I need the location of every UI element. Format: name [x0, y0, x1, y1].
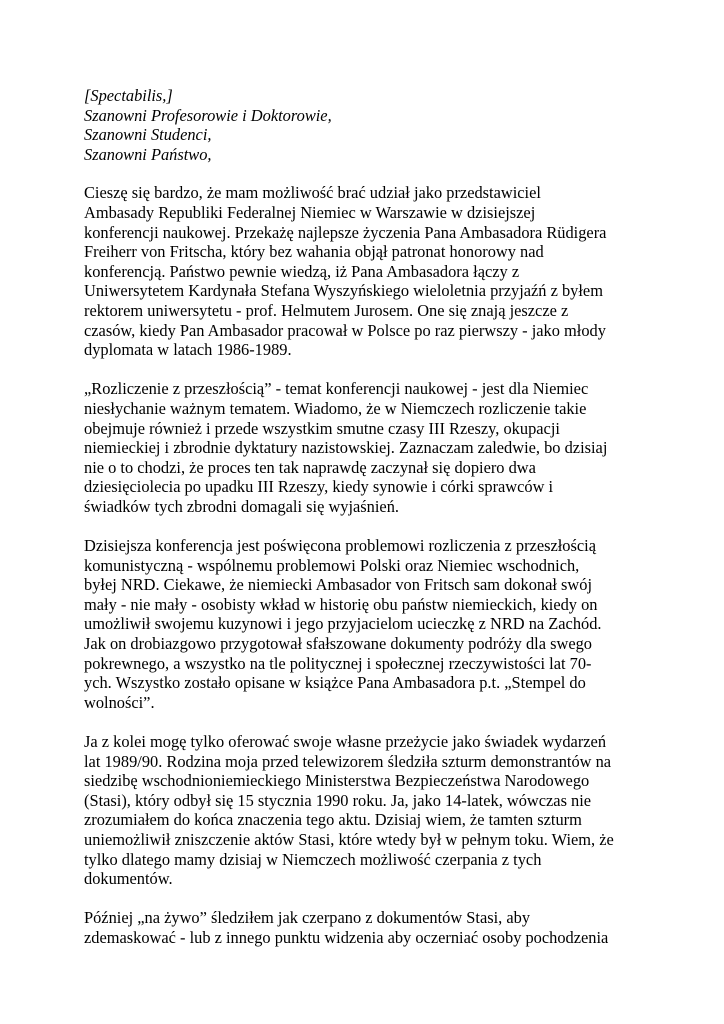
paragraph-4 — [84, 732, 684, 889]
text-line: Ja z kolei mogę tylko oferować swoje własne przeżycie jako świadek wydarzeń — [84, 732, 607, 751]
text-line: Jak on drobiazgowo przygotował sfałszowane dokumenty podróży dla swego — [84, 634, 592, 654]
text-line: Ambasady Republiki Federalnej Niemiec w Warszawie w dzisiejszej — [84, 202, 536, 222]
text-line: obejmuje również i przede wszystkim smutne czasy III Rzeszy, okupacji — [84, 418, 560, 438]
text-line: ych. Wszystko zostało opisane w książce Pana Ambasadora p.t. „Stempel do — [84, 673, 586, 693]
text-line: konferencji naukowej. Przekażę najlepsze życzenia Pana Ambasadora Rüdigera — [84, 222, 607, 242]
text-line: dokumentów. — [84, 869, 173, 889]
document-page — [84, 86, 684, 967]
salutation-line: Szanowni Profesorowie i Doktorowie, — [84, 105, 332, 125]
text-line: komunistyczną - wspólnemu problemowi Polski oraz Niemiec wschodnich, — [84, 555, 580, 575]
text-line: wolności”. — [84, 692, 155, 712]
paragraph-5 — [84, 908, 684, 947]
text-line: Później „na żywo” śledziłem jak czerpano z dokumentów Stasi, aby — [84, 908, 531, 928]
text-line: świadków tych zbrodni domagali się wyjaśnień. — [84, 496, 399, 516]
text-line: zrozumiałem do końca znaczenia tego aktu. Dzisiaj wiem, że tamten szturm — [84, 810, 582, 830]
text-line: lat 1989/90. Rodzina moja przed telewizorem śledziła szturm demonstrantów na — [84, 751, 612, 771]
text-line: dyplomata w latach 1986-1989. — [84, 340, 292, 360]
salutation-line: Szanowni Państwo, — [84, 144, 212, 164]
salutation-line: Szanowni Studenci, — [84, 125, 212, 145]
text-line: konferencją. Państwo pewnie wiedzą, iż Pana Ambasadora łączy z — [84, 261, 520, 281]
text-line: umożliwił swojemu kuzynowi i jego przyjacielom ucieczkę z NRD na Zachód. — [84, 614, 602, 634]
text-line: pokrewnego, a wszystko na tle politycznej i społecznej rzeczywistości lat 70- — [84, 653, 592, 673]
text-line: niemieckiej i zbrodnie dyktatury nazistowskiej. Zaznaczam zaledwie, bo dzisiaj — [84, 438, 608, 458]
salutation-line: [Spectabilis,] — [84, 86, 173, 105]
text-line: Uniwersytetem Kardynała Stefana Wyszyńskiego wieloletnia przyjaźń z byłem — [84, 281, 603, 301]
text-line: uniemożliwił zniszczenie aktów Stasi, które wtedy był w pełnym toku. Wiem, że — [84, 829, 614, 849]
text-line: tylko dlatego mamy dzisiaj w Niemczech możliwość czerpania z tych — [84, 849, 542, 869]
text-line: mały - nie mały - osobisty wkład w historię obu państw niemieckich, kiedy on — [84, 594, 598, 614]
text-line: byłej NRD. Ciekawe, że niemiecki Ambasador von Fritsch sam dokonał swój — [84, 575, 593, 595]
paragraph-3 — [84, 536, 684, 712]
text-line: (Stasi), który odbył się 15 stycznia 1990 roku. Ja, jako 14-latek, wówczas nie — [84, 790, 592, 810]
paragraph-2 — [84, 379, 684, 516]
paragraph-1 — [84, 183, 684, 359]
text-line: Dzisiejsza konferencja jest poświęcona problemowi rozliczenia z przeszłością — [84, 536, 596, 556]
text-line: zdemaskować - lub z innego punktu widzenia aby oczerniać osoby pochodzenia — [84, 927, 609, 947]
text-line: Cieszę się bardzo, że mam możliwość brać udział jako przedstawiciel — [84, 183, 541, 203]
text-line: czasów, kiedy Pan Ambasador pracował w Polsce po raz pierwszy - jako młody — [84, 320, 606, 340]
text-line: niesłychanie ważnym tematem. Wiadomo, że w Niemczech rozliczenie takie — [84, 398, 587, 418]
text-line: dziesięciolecia po upadku III Rzeszy, kiedy synowie i córki sprawców i — [84, 477, 554, 497]
text-line: „Rozliczenie z przeszłością” - temat konferencji naukowej - jest dla Niemiec — [84, 379, 589, 399]
salutation-block — [84, 86, 684, 164]
text-line: rektorem uniwersytetu - prof. Helmutem Jurosem. One się znają jeszcze z — [84, 300, 569, 320]
text-line: Freiherr von Fritscha, który bez wahania objął patronat honorowy nad — [84, 242, 544, 262]
text-line: nie o to chodzi, że proces ten tak naprawdę zaczynał się dopiero dwa — [84, 457, 536, 477]
text-line: siedzibę wschodnioniemieckiego Ministerstwa Bezpieczeństwa Narodowego — [84, 771, 590, 791]
